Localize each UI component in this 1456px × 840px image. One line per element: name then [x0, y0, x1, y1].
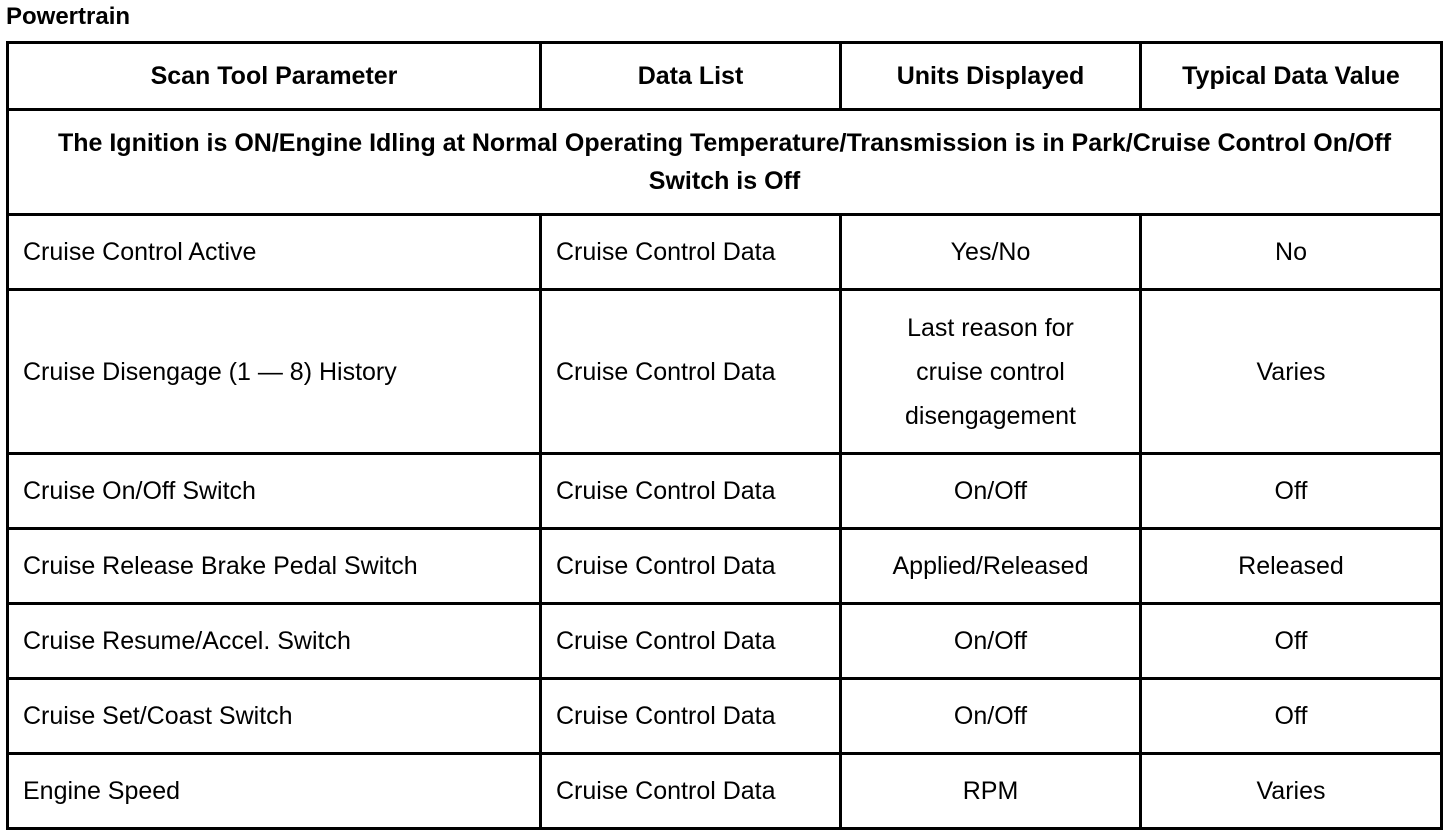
units-cell: Applied/Released	[841, 529, 1141, 604]
parameter-cell: Cruise Disengage (1 — 8) History	[8, 290, 541, 454]
parameter-cell: Cruise Resume/Accel. Switch	[8, 604, 541, 679]
table-row	[8, 215, 1442, 290]
value-cell: Released	[1141, 529, 1442, 604]
value-cell: Varies	[1141, 754, 1442, 829]
table-row	[8, 679, 1442, 754]
data-list-cell: Cruise Control Data	[541, 215, 841, 290]
units-cell: Last reason for cruise control disengagement	[841, 290, 1141, 454]
table-row	[8, 604, 1442, 679]
data-list-cell: Cruise Control Data	[541, 529, 841, 604]
data-list-cell: Cruise Control Data	[541, 604, 841, 679]
parameter-cell: Cruise Control Active	[8, 215, 541, 290]
section-title: Powertrain	[6, 3, 131, 30]
data-list-cell: Cruise Control Data	[541, 679, 841, 754]
header-row	[8, 43, 1442, 110]
value-cell: Off	[1141, 454, 1442, 529]
units-cell: RPM	[841, 754, 1141, 829]
value-cell: Off	[1141, 604, 1442, 679]
table-row	[8, 754, 1442, 829]
parameter-cell: Engine Speed	[8, 754, 541, 829]
units-cell: On/Off	[841, 454, 1141, 529]
data-list-cell: Cruise Control Data	[541, 454, 841, 529]
table-row	[8, 529, 1442, 604]
parameter-cell: Cruise Release Brake Pedal Switch	[8, 529, 541, 604]
header-typical-data-value: Typical Data Value	[1141, 43, 1442, 110]
table-row	[8, 454, 1442, 529]
condition-row	[8, 110, 1442, 215]
value-cell: Off	[1141, 679, 1442, 754]
value-cell: Varies	[1141, 290, 1442, 454]
scan-tool-data-table	[6, 41, 1443, 830]
data-list-cell: Cruise Control Data	[541, 754, 841, 829]
units-cell: On/Off	[841, 679, 1141, 754]
test-condition: The Ignition is ON/Engine Idling at Normal Operating Temperature/Transmission is in Park/Cruise Control On/Off Switch is Off	[8, 110, 1442, 215]
value-cell: No	[1141, 215, 1442, 290]
data-list-cell: Cruise Control Data	[541, 290, 841, 454]
header-scan-tool-parameter: Scan Tool Parameter	[8, 43, 541, 110]
header-units-displayed: Units Displayed	[841, 43, 1141, 110]
units-cell: Yes/No	[841, 215, 1141, 290]
parameter-cell: Cruise On/Off Switch	[8, 454, 541, 529]
table-row	[8, 290, 1442, 454]
header-data-list: Data List	[541, 43, 841, 110]
parameter-cell: Cruise Set/Coast Switch	[8, 679, 541, 754]
units-cell: On/Off	[841, 604, 1141, 679]
